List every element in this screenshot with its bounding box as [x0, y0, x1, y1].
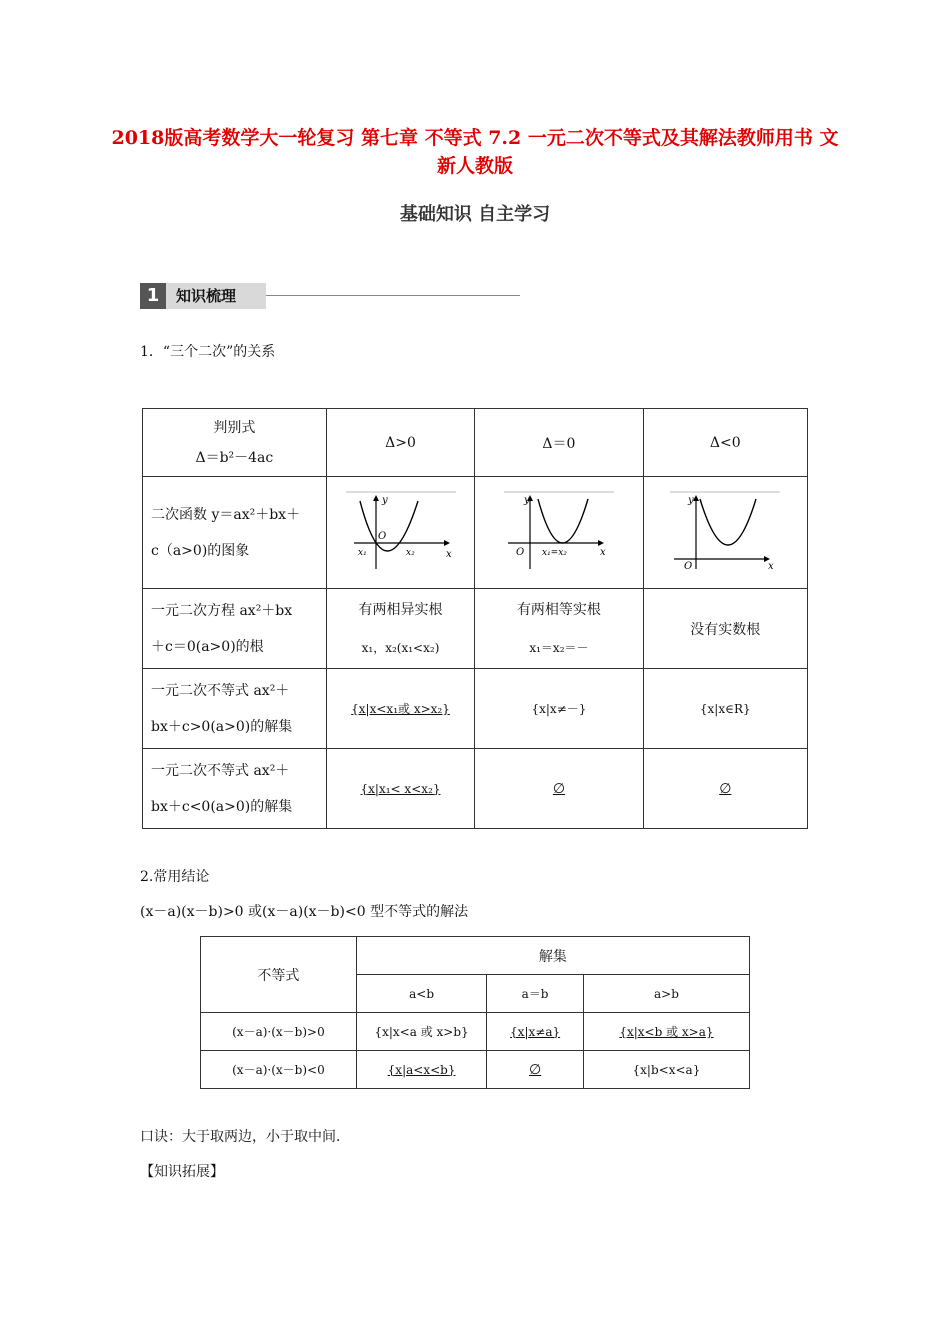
equation-row-label [143, 589, 327, 669]
item2-heading: 2.常用结论 [140, 869, 210, 885]
parabola-two-roots [346, 491, 456, 571]
equation-delta-neg: 没有实数根 [643, 589, 807, 669]
row2-a-eq-b [487, 1051, 584, 1089]
gt-row-label-l1: 一元二次不等式 ax²＋ [151, 682, 290, 699]
origin-label: O [515, 546, 525, 558]
knowledge-extension-heading: 【知识拓展】 [140, 1164, 224, 1180]
cond-a-gt-b: a>b [583, 975, 749, 1013]
row1-a-gt-b-value: {x|x<b 或 x>a} [619, 1025, 714, 1039]
row1-a-gt-b [583, 1013, 749, 1051]
x-axis-label: x [445, 548, 452, 560]
lt-row-label [143, 749, 327, 829]
lt-row-label-l2: bx＋c<0(a>0)的解集 [151, 798, 293, 815]
document-title: 2018版高考数学大一轮复习 第七章 不等式 7.2 一元二次不等式及其解法教师用书 文 新人教版 [111, 127, 839, 177]
parabola-no-root [670, 491, 780, 571]
head-inequality: 不等式 [201, 937, 357, 1013]
row1-a-eq-b-value: {x|x≠a} [510, 1024, 561, 1039]
common-conclusions-table [200, 936, 750, 1089]
lt-delta-pos [326, 749, 475, 829]
lt-delta-neg [643, 749, 807, 829]
cond-a-lt-b: a<b [356, 975, 486, 1013]
item2-description: (x－a)(x－b)>0 或(x－a)(x－b)<0 型不等式的解法 [140, 904, 469, 920]
header-delta-neg: Δ<0 [643, 409, 807, 477]
equation-row-label-l1: 一元二次方程 ax²＋bx [151, 602, 293, 619]
graph-row-label [143, 477, 327, 589]
equation-delta-pos-l1: 有两相异实根 [358, 601, 443, 618]
three-quadratics-table [142, 408, 808, 829]
section-subtitle: 基础知识 自主学习 [399, 204, 551, 225]
gt-row-label [143, 669, 327, 749]
graph-delta-neg [643, 477, 807, 589]
gt-row-label-l2: bx＋c>0(a>0)的解集 [151, 718, 293, 735]
graph-row-label-l2: c（a>0)的图象 [151, 542, 250, 559]
section-rule [266, 295, 520, 296]
cond-a-eq-b: a＝b [487, 975, 584, 1013]
row2-a-gt-b: {x|b<x<a} [583, 1051, 749, 1089]
parabola-one-root [504, 491, 614, 571]
head-solution-set: 解集 [356, 937, 749, 975]
x-axis-label: x [599, 546, 606, 558]
section-number: 1 [140, 283, 166, 309]
root-x2-label: x₂ [405, 547, 415, 558]
gt-delta-zero [475, 669, 643, 749]
row2-a-lt-b [356, 1051, 486, 1089]
header-delta-zero: Δ＝0 [475, 409, 643, 477]
row1-a-eq-b [487, 1013, 584, 1051]
lt-row-label-l1: 一元二次不等式 ax²＋ [151, 762, 290, 779]
lt-delta-neg-value: ∅ [719, 780, 732, 797]
row2-a-eq-b-value: ∅ [528, 1061, 542, 1078]
root-x1-label: x₁ [357, 547, 367, 558]
row2-a-lt-b-value: {x|a<x<b} [387, 1062, 456, 1077]
mnemonic: 口诀：大于取两边，小于取中间． [140, 1129, 350, 1145]
graph-row-label-l1: 二次函数 y＝ax²＋bx＋ [151, 506, 301, 523]
double-root-label: x₁=x₂ [541, 547, 567, 558]
header-discriminant [143, 409, 327, 477]
header-discriminant-l1: 判别式 [213, 419, 256, 436]
y-axis-label: y [688, 494, 694, 506]
row1-a-lt-b: {x|x<a 或 x>b} [356, 1013, 486, 1051]
y-axis-label: y [523, 494, 530, 506]
graph-delta-pos [326, 477, 475, 589]
gt-delta-zero-value: {x|x≠－} [531, 702, 587, 716]
gt-delta-neg [643, 669, 807, 749]
header-discriminant-l2: Δ＝b²－4ac [195, 449, 274, 466]
origin-label: O [684, 560, 693, 571]
gt-delta-neg-value: {x|x∈R} [699, 701, 751, 716]
lt-delta-zero-value: ∅ [552, 780, 566, 797]
gt-delta-pos [326, 669, 475, 749]
y-axis-label: y [381, 494, 388, 506]
equation-delta-zero-l2: x₁＝x₂＝－ [529, 640, 589, 655]
equation-delta-zero-l1: 有两相等实根 [516, 601, 601, 618]
gt-delta-pos-value: {x|x<x₁或 x>x₂} [351, 702, 450, 716]
row1-inequality: (x－a)·(x－b)>0 [201, 1013, 357, 1051]
equation-delta-pos-l2: x₁，x₂(x₁<x₂) [361, 640, 440, 655]
graph-delta-zero [475, 477, 643, 589]
row2-inequality: (x－a)·(x－b)<0 [201, 1051, 357, 1089]
lt-delta-pos-value: {x|x₁< x<x₂} [360, 781, 441, 796]
x-axis-label: x [768, 560, 774, 571]
section-label: 知识梳理 [166, 283, 266, 309]
equation-delta-zero [475, 589, 643, 669]
equation-delta-pos [326, 589, 475, 669]
header-delta-pos: Δ>0 [326, 409, 475, 477]
origin-label: O [377, 530, 386, 542]
equation-row-label-l2: ＋c＝0(a>0)的根 [151, 638, 264, 655]
item1-heading: 1．“三个二次”的关系 [140, 344, 276, 360]
lt-delta-zero [475, 749, 643, 829]
